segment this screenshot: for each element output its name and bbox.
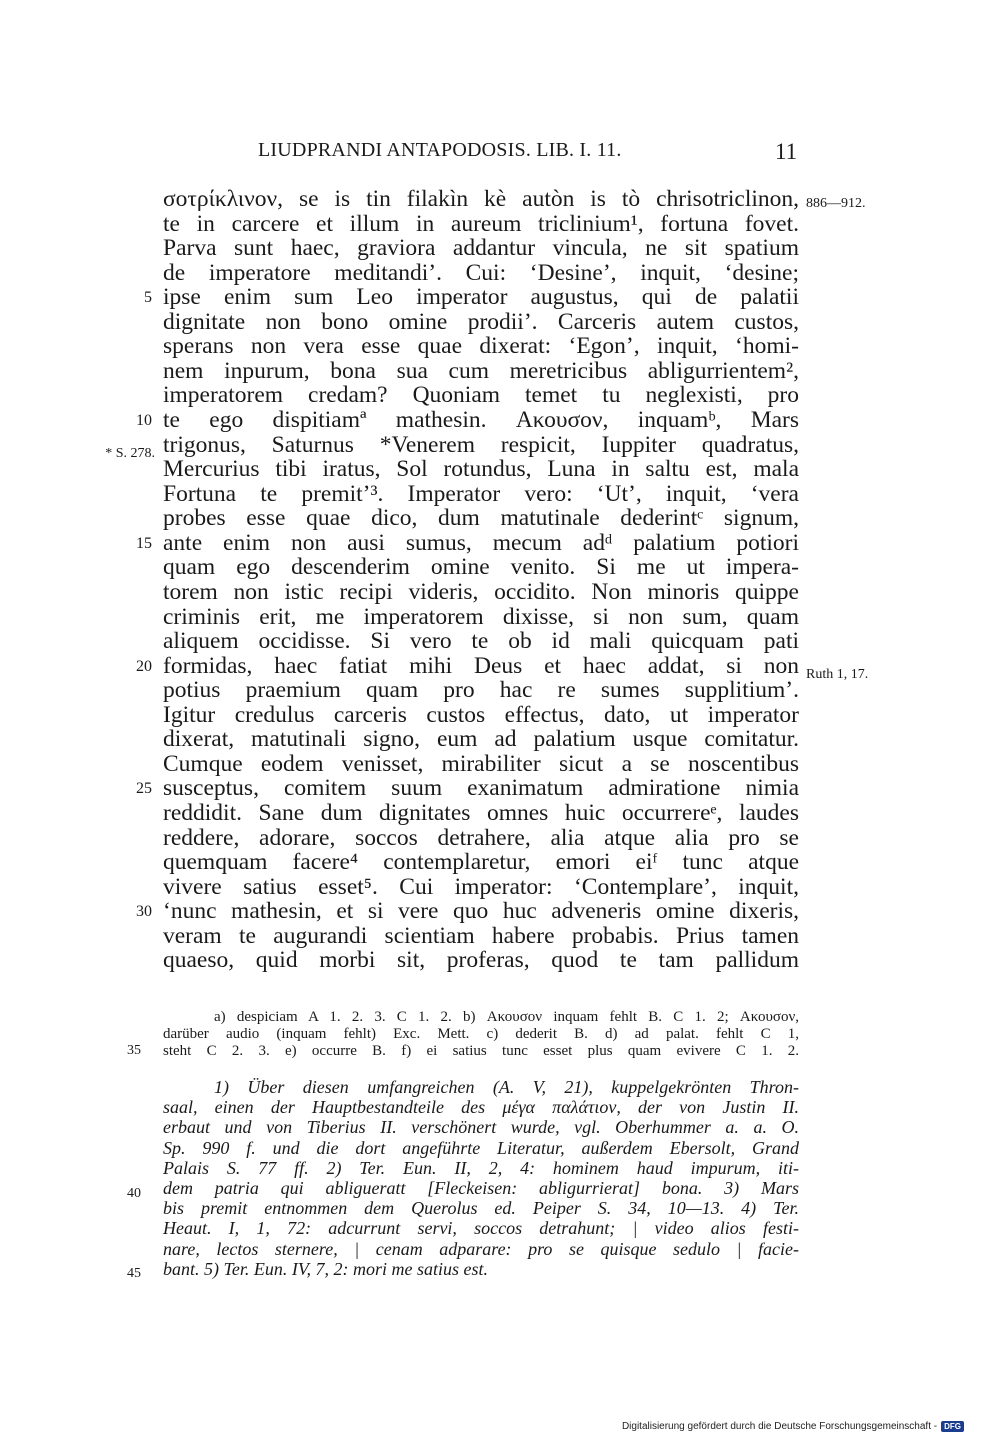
text-line: aliquem occidisse. Si vero te ob id mali quicquam pati — [163, 628, 799, 655]
text-line: reddidit. Sane dum dignitates omnes huic occurrereᵉ, laudes — [163, 800, 799, 826]
text-line: dignitate non bono omine prodii’. Carceris autem custos, — [163, 308, 799, 335]
line-number-45: 45 — [127, 1266, 141, 1281]
apparatus-line: steht C 2. 3. e) occurre B. f) ei satius tunc esset plus quam evivere C 1. 2. — [163, 1043, 799, 1059]
line-number: 25 — [136, 780, 152, 798]
text-line: veram te augurandi scientiam habere probabis. Prius tamen — [163, 922, 799, 949]
credit-text: Digitalisierung gefördert durch die Deutsche Forschungsgemeinschaft - — [621, 1421, 938, 1432]
text-line: ipse enim sum Leo imperator augustus, qui de palatii — [163, 284, 799, 311]
line-number: 15 — [136, 534, 152, 552]
text-line: torem non istic recipi videris, occidito. Non minoris quippe — [163, 578, 799, 605]
text-line: ante enim non ausi sumus, mecum adᵈ palatium potiori — [163, 529, 799, 556]
margin-note-years: 886—912. — [806, 196, 866, 211]
line-number-40: 40 — [127, 1186, 141, 1201]
footnote-line: bant. 5) Ter. Eun. IV, 7, 2: mori me satius est. — [163, 1258, 489, 1279]
text-line: Igitur credulus carceris custos effectus, dato, ut imperator — [163, 701, 799, 728]
footnote-line: nare, lectos sternere, | cenam adparare: pro se quisque sedulo | facie- — [163, 1238, 799, 1259]
text-line: formidas, haec fatiat mihi Deus et haec addat, si non — [163, 652, 799, 679]
line-number: 10 — [136, 412, 152, 430]
running-header: LIUDPRANDI ANTAPODOSIS. LIB. I. 11. — [258, 139, 622, 161]
line-number: 20 — [136, 657, 152, 675]
page-number: 11 — [775, 139, 798, 164]
line-number: 5 — [144, 289, 152, 307]
text-line: Cumque eodem venisset, mirabiliter sicut a se noscentibus — [163, 750, 799, 777]
text-line: quaeso, quid morbi sit, proferas, quod te tam pallidum — [163, 947, 799, 974]
text-line: potius praemium quam pro hac re sumes supplitium’. — [163, 677, 799, 704]
dfg-logo: DFG — [941, 1421, 964, 1432]
text-line: Fortuna te premit’³. Imperator vero: ‘Ut’, inquit, ‘vera — [163, 480, 799, 507]
text-line: Parva sunt haec, graviora addantur vincula, ne sit spatium — [163, 235, 799, 262]
apparatus-line: a) despiciam A 1. 2. 3. C 1. 2. b) Ακουσον inquam fehlt B. C 1. 2; Ακουσον, — [214, 1009, 799, 1025]
text-line: σοτρίκλινον, se is tin filakìn kè autòn is tò chrisotriclinon, — [163, 186, 799, 212]
footnote-line: Sp. 990 f. und die dort angeführte Literatur, außerdem Ebersolt, Grand — [163, 1137, 799, 1158]
footnote-line: 1) Über diesen umfangreichen (A. V, 21), kuppelgekrönten Thron- — [214, 1077, 799, 1097]
text-line: vivere satius esset⁵. Cui imperator: ‘Contemplare’, inquit, — [163, 873, 799, 900]
text-line: reddere, adorare, soccos detrahere, alia atque alia pro se — [163, 824, 799, 851]
footnote-line: bis premit entnommen dem Querolus ed. Peiper S. 34, 10—13. 4) Ter. — [163, 1198, 799, 1219]
text-line: quemquam facere⁴ contemplaretur, emori eiᶠ tunc atque — [163, 849, 799, 876]
text-line: criminis erit, me imperatorem dixisse, si non sum, quam — [163, 603, 799, 630]
text-line: ‘nunc mathesin, et si vere quo huc adveneris omine dixeris, — [163, 898, 799, 925]
footnote-line: erbaut und von Tiberius II. verschönert wurde, vgl. Oberhummer a. a. O. — [163, 1117, 799, 1138]
text-line: susceptus, comitem suum exanimatum admiratione nimia — [163, 775, 799, 802]
text-line: sperans non vera esse quae dixerat: ‘Egon’, inquit, ‘homi- — [163, 333, 799, 360]
text-line: Mercurius tibi iratus, Sol rotundus, Luna in saltu est, mala — [163, 456, 799, 483]
text-line: dixerat, matutinali signo, eum ad palatium usque comitatur. — [163, 726, 799, 753]
footnote-line: Palais S. 77 ff. 2) Ter. Eun. II, 2, 4: hominem haud impurum, iti- — [163, 1157, 799, 1178]
line-number: 30 — [136, 903, 152, 921]
footnote-line: Heaut. I, 1, 72: adcurrunt servi, soccos detrahunt; | video alios festi- — [163, 1218, 799, 1239]
text-line: de imperatore meditandi’. Cui: ‘Desine’, inquit, ‘desine; — [163, 259, 799, 286]
line-number-35: 35 — [127, 1043, 141, 1058]
text-line: trigonus, Saturnus *Venerem respicit, Iuppiter quadratus, — [163, 431, 799, 458]
text-line: nem inpurum, bona sua cum meretricibus abligurrientem², — [163, 357, 799, 384]
footnote-line: saal, einen der Hauptbestandteile des μέγα παλάτιον, der von Justin II. — [163, 1097, 799, 1118]
digitization-credit — [622, 1421, 964, 1432]
text-line: probes esse quae dico, dum matutinale dederintᶜ signum, — [163, 505, 799, 532]
text-line: te ego dispitiamª mathesin. Ακουσον, inquamᵇ, Mars — [163, 407, 799, 434]
text-line: imperatorem credam? Quoniam temet tu neglexisti, pro — [163, 382, 799, 409]
margin-note-bible-ref: Ruth 1, 17. — [806, 667, 869, 682]
footnote-line: dem patria qui abligueratt [Fleckeisen: abligurrierat] bona. 3) Mars — [163, 1178, 799, 1198]
text-line: quam ego descenderim omine venito. Si me ut impera- — [163, 554, 799, 581]
margin-note-page-ref: * S. 278. — [105, 446, 155, 461]
apparatus-line: darüber audio (inquam fehlt) Exc. Mett. c) dederit B. d) ad palat. fehlt C 1, — [163, 1026, 799, 1042]
text-line: te in carcere et illum in aureum triclinium¹, fortuna fovet. — [163, 210, 799, 237]
